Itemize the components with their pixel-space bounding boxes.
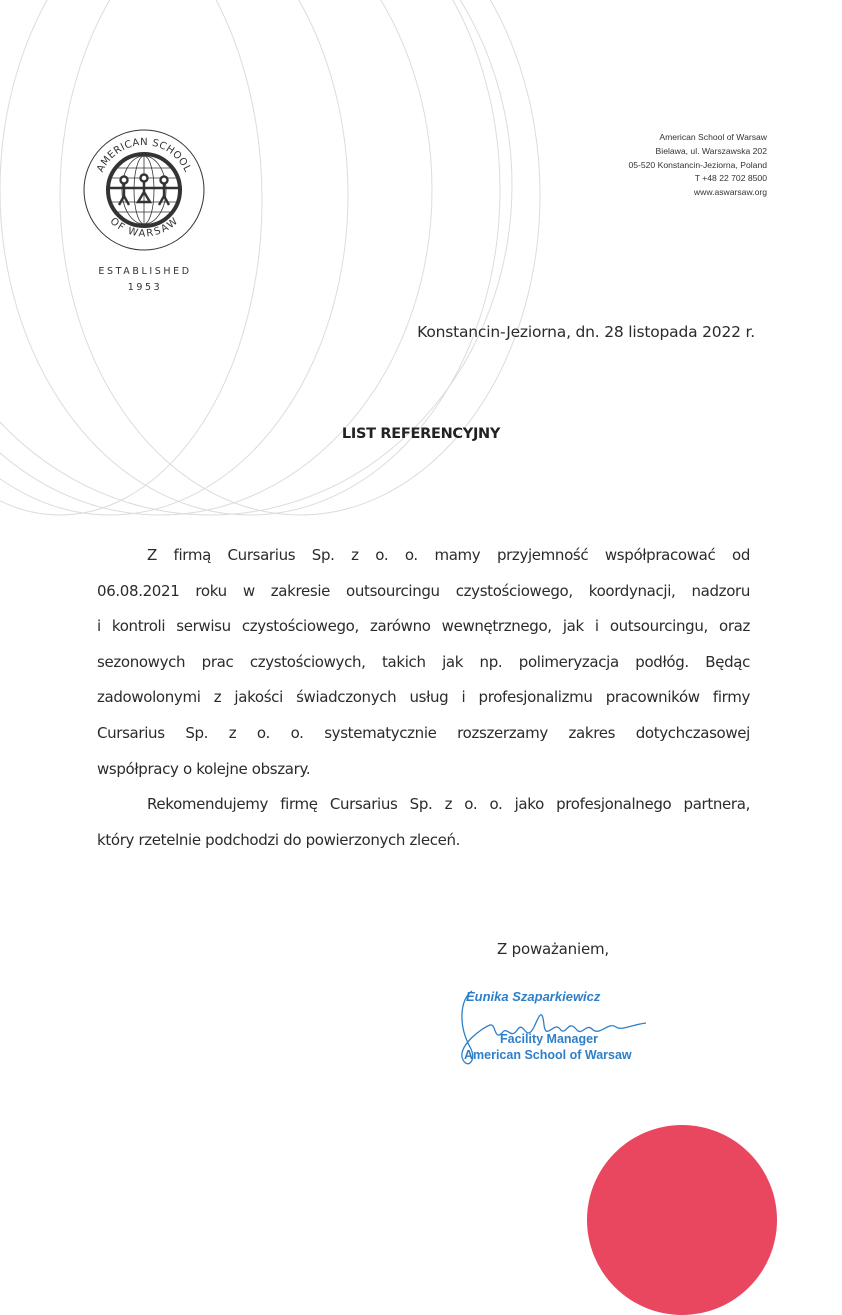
phone-line: T +48 22 702 8500 bbox=[694, 173, 767, 184]
body-line: sezonowych prac czystościowych, takich jak np. polimeryzacja podłóg. Będąc bbox=[97, 652, 750, 671]
body-line: Cursarius Sp. z o. o. systematycznie rozszerzamy zakres dotychczasowej bbox=[97, 723, 750, 742]
established-label: ESTABLISHED bbox=[98, 266, 192, 277]
signatory-role: Facility Manager bbox=[500, 1032, 598, 1046]
logo-bottom-text: OF WARSAW bbox=[107, 215, 181, 240]
letter-body bbox=[97, 538, 750, 858]
closing-salutation: Z poważaniem, bbox=[497, 940, 609, 958]
signatory-name: Eunika Szaparkiewicz bbox=[466, 989, 601, 1004]
body-line: i kontroli serwisu czystościowego, zarówno wewnętrznego, jak i outsourcingu, oraz bbox=[97, 617, 750, 636]
signatory-organization: American School of Warsaw bbox=[464, 1048, 632, 1062]
logo-top-text: AMERICAN SCHOOL bbox=[95, 136, 193, 175]
body-line: zadowolonymi z jakości świadczonych usług i profesjonalizmu pracowników firmy bbox=[97, 688, 750, 707]
established-year: 1953 bbox=[127, 282, 163, 293]
body-line: 06.08.2021 roku w zakresie outsourcingu czystościowego, koordynacji, nadzoru bbox=[97, 581, 750, 600]
school-logo bbox=[82, 128, 206, 252]
school-address bbox=[628, 131, 767, 200]
body-line: współpracy o kolejne obszary. bbox=[97, 759, 311, 778]
body-line: który rzetelnie podchodzi do powierzonych zleceń. bbox=[97, 830, 461, 849]
address-line: Bielawa, ul. Warszawska 202 bbox=[655, 145, 767, 156]
signature-stamp bbox=[450, 985, 670, 1075]
body-line: Z firmą Cursarius Sp. z o. o. mamy przyjemność współpracować od bbox=[147, 546, 750, 564]
address-line: 05-520 Konstancin-Jeziorna, Poland bbox=[628, 159, 767, 170]
place-and-date: Konstancin-Jeziorna, dn. 28 listopada 2022 r. bbox=[417, 323, 755, 341]
body-line: Rekomendujemy firmę Cursarius Sp. z o. o. jako profesjonalnego partnera, bbox=[147, 795, 750, 814]
address-line: American School of Warsaw bbox=[659, 132, 767, 142]
website-link[interactable]: www.aswarsaw.org bbox=[693, 187, 767, 198]
letter-title: LIST REFERENCYJNY bbox=[341, 426, 501, 442]
established-block bbox=[70, 264, 220, 296]
decorative-red-circle bbox=[587, 1125, 777, 1315]
